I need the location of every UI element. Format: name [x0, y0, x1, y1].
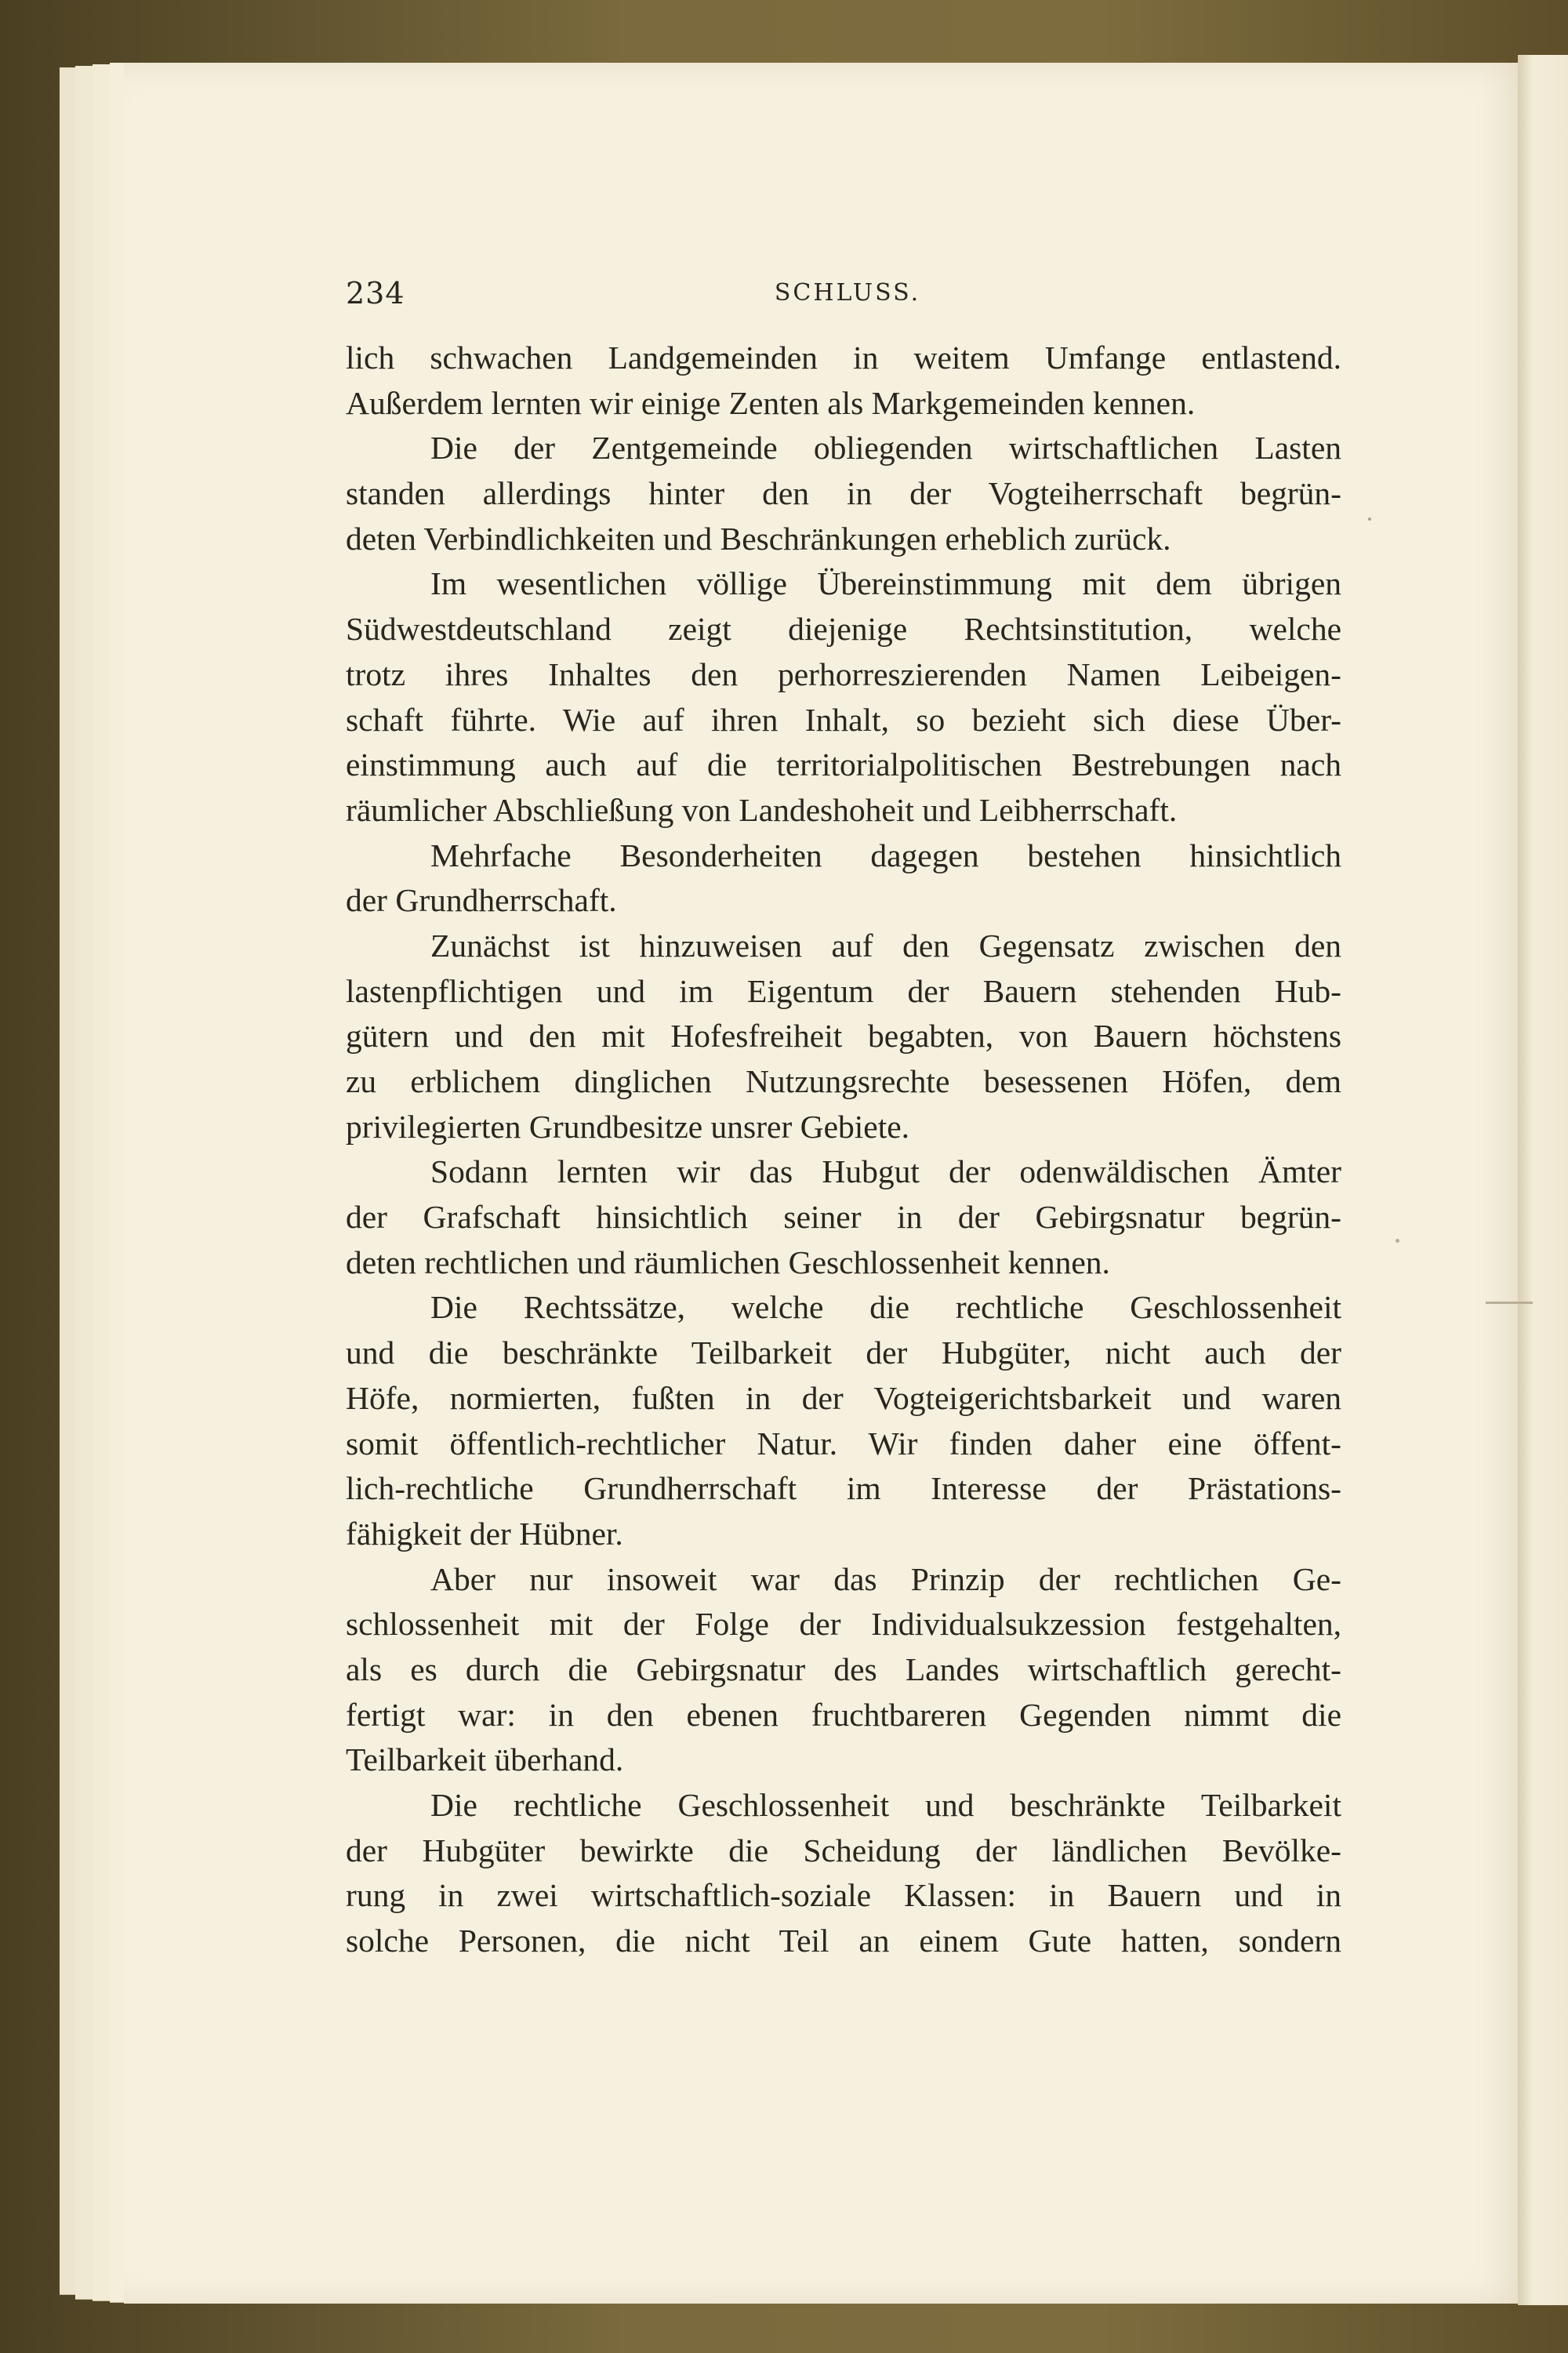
text-line: Außerdem lernten wir einige Zenten als Markgemeinden kennen.: [346, 384, 1196, 421]
running-head: SCHLUSS.: [774, 279, 921, 307]
margin-dot-mark: [1368, 517, 1371, 521]
text-line: Sodann lernten wir das Hubgut der odenwäldischen Ämter: [430, 1153, 1341, 1190]
text-line: als es durch die Gebirgsnatur des Landes wirtschaftlich gerecht-: [346, 1650, 1341, 1687]
text-line: schaft führte. Wie auf ihren Inhalt, so bezieht sich diese Über-: [346, 701, 1341, 738]
text-line: Mehrfache Besonderheiten dagegen bestehen hinsichtlich: [430, 837, 1341, 873]
text-line: Im wesentlichen völlige Übereinstimmung mit dem übrigen: [430, 565, 1341, 602]
text-line: privilegierten Grundbesitze unsrer Gebiete.: [346, 1108, 910, 1145]
text-line: solche Personen, die nicht Teil an einem Gute hatten, sondern: [346, 1923, 1341, 1959]
text-line: Die Rechtssätze, welche die rechtliche Geschlossenheit: [430, 1289, 1341, 1326]
page-header: [346, 276, 1341, 323]
text-line: Südwestdeutschland zeigt diejenige Rechtsinstitution, welche: [346, 611, 1341, 648]
text-line: standen allerdings hinter den in der Vogteiherrschaft begrün-: [346, 475, 1341, 512]
text-line: Aber nur insoweit war das Prinzip der rechtlichen Ge-: [430, 1560, 1341, 1597]
text-line: schlossenheit mit der Folge der Individualsukzession festgehalten,: [346, 1606, 1341, 1643]
facing-page-edge: [1518, 55, 1568, 2305]
text-line: lich-rechtliche Grundherrschaft im Interesse der Prästations-: [346, 1470, 1341, 1507]
text-line: gütern und den mit Hofesfreiheit begabten, von Bauern höchstens: [346, 1018, 1341, 1055]
text-line: deten Verbindlichkeiten und Beschränkungen erheblich zurück.: [346, 520, 1171, 557]
margin-dash-mark: [1486, 1302, 1533, 1304]
text-line: Die der Zentgemeinde obliegenden wirtschaftlichen Lasten: [430, 430, 1341, 467]
text-line: räumlicher Abschließung von Landeshoheit und Leibherrschaft.: [346, 791, 1178, 828]
text-line: deten rechtlichen und räumlichen Geschlossenheit kennen.: [346, 1244, 1110, 1280]
text-line: einstimmung auch auf die territorialpolitischen Bestrebungen nach: [346, 746, 1341, 783]
text-line: lich schwachen Landgemeinden in weitem Umfange entlastend.: [346, 340, 1341, 376]
text-line: Die rechtliche Geschlossenheit und beschränkte Teilbarkeit: [430, 1787, 1341, 1823]
text-line: Höfe, normierten, fußten in der Vogteigerichtsbarkeit und waren: [346, 1379, 1341, 1416]
text-line: fertigt war: in den ebenen fruchtbareren Gegenden nimmt die: [346, 1696, 1341, 1733]
page-number: 234: [346, 276, 405, 310]
text-line: Teilbarkeit überhand.: [346, 1741, 624, 1778]
margin-dot-mark: [1396, 1239, 1399, 1243]
text-line: trotz ihres Inhaltes den perhorreszierenden Namen Leibeigen-: [346, 655, 1341, 692]
text-line: der Hubgüter bewirkte die Scheidung der ländlichen Bevölke-: [346, 1832, 1341, 1868]
text-line: und die beschränkte Teilbarkeit der Hubgüter, nicht auch der: [346, 1334, 1341, 1371]
text-line: somit öffentlich-rechtlicher Natur. Wir finden daher eine öffent-: [346, 1425, 1341, 1462]
body-text: [346, 336, 1341, 1964]
text-line: fähigkeit der Hübner.: [346, 1515, 623, 1552]
text-line: lastenpflichtigen und im Eigentum der Bauern stehenden Hub-: [346, 972, 1341, 1009]
text-line: zu erblichem dinglichen Nutzungsrechte besessenen Höfen, dem: [346, 1063, 1341, 1099]
text-line: der Grundherrschaft.: [346, 882, 617, 919]
text-line: rung in zwei wirtschaftlich-soziale Klassen: in Bauern und in: [346, 1877, 1341, 1914]
text-line: Zunächst ist hinzuweisen auf den Gegensatz zwischen den: [430, 927, 1341, 964]
text-line: der Grafschaft hinsichtlich seiner in der Gebirgsnatur begrün-: [346, 1199, 1341, 1236]
